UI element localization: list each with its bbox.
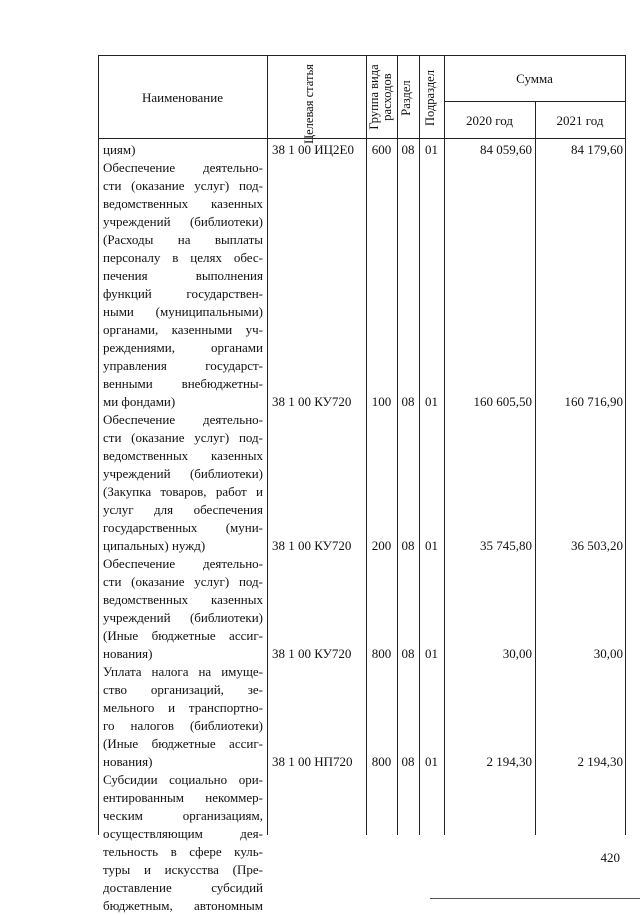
col-border-2020 bbox=[535, 101, 536, 835]
name-line: (Закупка товаров, работ и bbox=[103, 484, 263, 499]
name-line: ческим организациям, bbox=[103, 808, 263, 823]
name-line: сти (оказание услуг) под- bbox=[103, 574, 263, 589]
page-number: 420 bbox=[600, 850, 620, 865]
section-cell: 08 bbox=[401, 142, 415, 157]
section-cell: 08 bbox=[401, 538, 415, 553]
section-cell: 08 bbox=[401, 646, 415, 661]
name-line: осуществляющим дея- bbox=[103, 826, 263, 841]
name-line: ми фондами) bbox=[103, 394, 176, 409]
header-subsection: Подраздел bbox=[423, 70, 437, 126]
name-line: Уплата налога на имуще- bbox=[103, 664, 263, 679]
header-target: Целевая статья bbox=[302, 64, 316, 144]
name-line: сти (оказание услуг) под- bbox=[103, 178, 263, 193]
expense-group-cell: 800 bbox=[371, 754, 392, 769]
subsection-cell: 01 bbox=[425, 394, 438, 409]
target-article-cell: 38 1 00 ИЦ2Е0 bbox=[272, 142, 354, 157]
name-line: бюджетным, автономным bbox=[103, 898, 263, 913]
name-line: Обеспечение деятельно- bbox=[103, 556, 263, 571]
col-border-name bbox=[267, 55, 268, 835]
name-line: реждениями, органами bbox=[103, 340, 263, 355]
header-sum: Сумма bbox=[516, 71, 553, 86]
name-column bbox=[103, 141, 263, 915]
name-line: мельного и транспортно- bbox=[103, 700, 263, 715]
expense-group-cell: 100 bbox=[371, 394, 392, 409]
name-line: ведомственных казенных bbox=[103, 196, 263, 211]
name-line: учреждений (библиотеки) bbox=[103, 610, 263, 625]
name-line: (Иные бюджетные ассиг- bbox=[103, 736, 263, 751]
sum-2021-cell: 84 179,60 bbox=[571, 142, 623, 157]
col-border-right bbox=[625, 55, 626, 835]
name-line: доставление субсидий bbox=[103, 880, 263, 895]
header-name: Наименование bbox=[142, 90, 223, 105]
col-border-group bbox=[397, 55, 398, 835]
sum-2020-cell: 160 605,50 bbox=[473, 394, 532, 409]
name-line: го налогов (библиотеки) bbox=[103, 718, 263, 733]
name-line: ными (муниципальными) bbox=[103, 304, 263, 319]
expense-group-cell: 800 bbox=[371, 646, 392, 661]
name-line: печения выполнения bbox=[103, 268, 263, 283]
header-year-2021: 2021 год bbox=[556, 113, 604, 128]
name-line: услуг для обеспечения bbox=[103, 502, 263, 517]
sum-2020-cell: 2 194,30 bbox=[486, 754, 532, 769]
name-line: нования) bbox=[103, 646, 153, 661]
name-line: циям) bbox=[103, 142, 136, 157]
sum-2021-cell: 36 503,20 bbox=[571, 538, 623, 553]
sum-2020-cell: 30,00 bbox=[502, 646, 532, 661]
name-line: ство организаций, зе- bbox=[103, 682, 263, 697]
header-bottom-border bbox=[98, 138, 625, 139]
header-group: Группа вида расходов bbox=[367, 64, 394, 130]
target-article-cell: 38 1 00 КУ720 bbox=[272, 538, 352, 553]
col-border-sub bbox=[444, 55, 445, 835]
name-line: нования) bbox=[103, 754, 153, 769]
name-line: государственных (муни- bbox=[103, 520, 263, 535]
name-line: (Иные бюджетные ассиг- bbox=[103, 628, 263, 643]
name-line: сти (оказание услуг) под- bbox=[103, 430, 263, 445]
header-section: Раздел bbox=[399, 80, 413, 116]
name-line: туры и искусства (Пре- bbox=[103, 862, 263, 877]
name-line: персоналу в целях обес- bbox=[103, 250, 263, 265]
footer-line bbox=[430, 898, 640, 899]
sum-2021-cell: 160 716,90 bbox=[564, 394, 623, 409]
subsection-cell: 01 bbox=[425, 142, 438, 157]
col-border-section bbox=[419, 55, 420, 835]
name-line: Субсидии социально ори- bbox=[103, 772, 263, 787]
subsection-cell: 01 bbox=[425, 538, 438, 553]
name-line: ведомственных казенных bbox=[103, 448, 263, 463]
name-line: Обеспечение деятельно- bbox=[103, 412, 263, 427]
name-line: венными внебюджетны- bbox=[103, 376, 263, 391]
name-line: ципальных) нужд) bbox=[103, 538, 206, 553]
expense-group-cell: 200 bbox=[371, 538, 392, 553]
sum-2021-cell: 30,00 bbox=[593, 646, 623, 661]
name-line: ведомственных казенных bbox=[103, 592, 263, 607]
target-article-cell: 38 1 00 КУ720 bbox=[272, 394, 352, 409]
name-line: органами, казенными уч- bbox=[103, 322, 263, 337]
name-line: функций государствен- bbox=[103, 286, 263, 301]
section-cell: 08 bbox=[401, 394, 415, 409]
sum-2020-cell: 84 059,60 bbox=[480, 142, 532, 157]
section-cell: 08 bbox=[401, 754, 415, 769]
name-line: тельность в сфере куль- bbox=[103, 844, 263, 859]
header-year-2020: 2020 год bbox=[466, 113, 513, 128]
target-article-cell: 38 1 00 КУ720 bbox=[272, 646, 352, 661]
name-line: (Расходы на выплаты bbox=[103, 232, 263, 247]
name-line: Обеспечение деятельно- bbox=[103, 160, 263, 175]
table-top-border bbox=[98, 55, 625, 56]
expense-group-cell: 600 bbox=[371, 142, 392, 157]
sum-2020-cell: 35 745,80 bbox=[480, 538, 532, 553]
subsection-cell: 01 bbox=[425, 646, 438, 661]
name-line: ентированным некоммер- bbox=[103, 790, 263, 805]
name-line: учреждений (библиотеки) bbox=[103, 466, 263, 481]
col-border-left bbox=[98, 55, 99, 835]
subsection-cell: 01 bbox=[425, 754, 438, 769]
name-line: учреждений (библиотеки) bbox=[103, 214, 263, 229]
sum-2021-cell: 2 194,30 bbox=[577, 754, 623, 769]
col-border-target bbox=[366, 55, 367, 835]
name-line: управления государст- bbox=[103, 358, 263, 373]
target-article-cell: 38 1 00 НП720 bbox=[272, 754, 353, 769]
